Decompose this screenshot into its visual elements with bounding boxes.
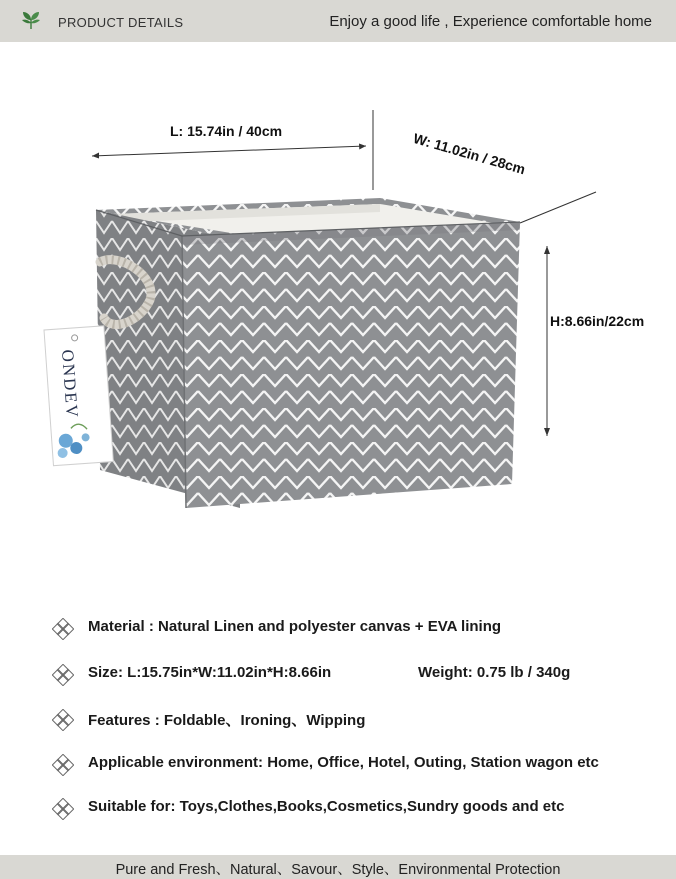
- diamond-bullet-icon: [52, 709, 74, 731]
- diamond-bullet-icon: [52, 798, 74, 820]
- tag-brand: ONDEV: [58, 348, 82, 420]
- suitable-text: Suitable for: Toys,Clothes,Books,Cosmetics,Sundry goods and etc: [88, 798, 565, 815]
- header-slogan: Enjoy a good life , Experience comfortable home: [329, 13, 652, 30]
- length-label: L: 15.74in / 40cm: [170, 123, 283, 139]
- footer-tagline: Pure and Fresh、Natural、Savour、Style、Environmental Protection: [115, 862, 561, 878]
- environment-text: Applicable environment: Home, Office, Hotel, Outing, Station wagon etc: [88, 754, 599, 771]
- diamond-bullet-icon: [52, 664, 74, 686]
- header-bar: [0, 0, 676, 42]
- width-label: W: 11.02in / 28cm: [411, 130, 528, 178]
- leaf-icon: [20, 10, 42, 30]
- section-title: PRODUCT DETAILS: [58, 15, 184, 30]
- diamond-bullet-icon: [52, 618, 74, 640]
- size-text: Size: L:15.75in*W:11.02in*H:8.66in: [88, 664, 332, 681]
- weight-text: Weight: 0.75 lb / 340g: [418, 664, 571, 681]
- features-text: Features : Foldable、Ironing、Wipping: [88, 712, 366, 729]
- basket-front-panel: [182, 222, 520, 508]
- basket-illustration: [0, 60, 676, 530]
- footer-bar: [0, 855, 676, 879]
- height-label: H:8.66in/22cm: [550, 313, 645, 329]
- length-dimension-line: [92, 146, 366, 156]
- width-diag-line: [520, 192, 596, 223]
- material-text: Material : Natural Linen and polyester canvas + EVA lining: [88, 618, 502, 635]
- diamond-bullet-icon: [52, 754, 74, 776]
